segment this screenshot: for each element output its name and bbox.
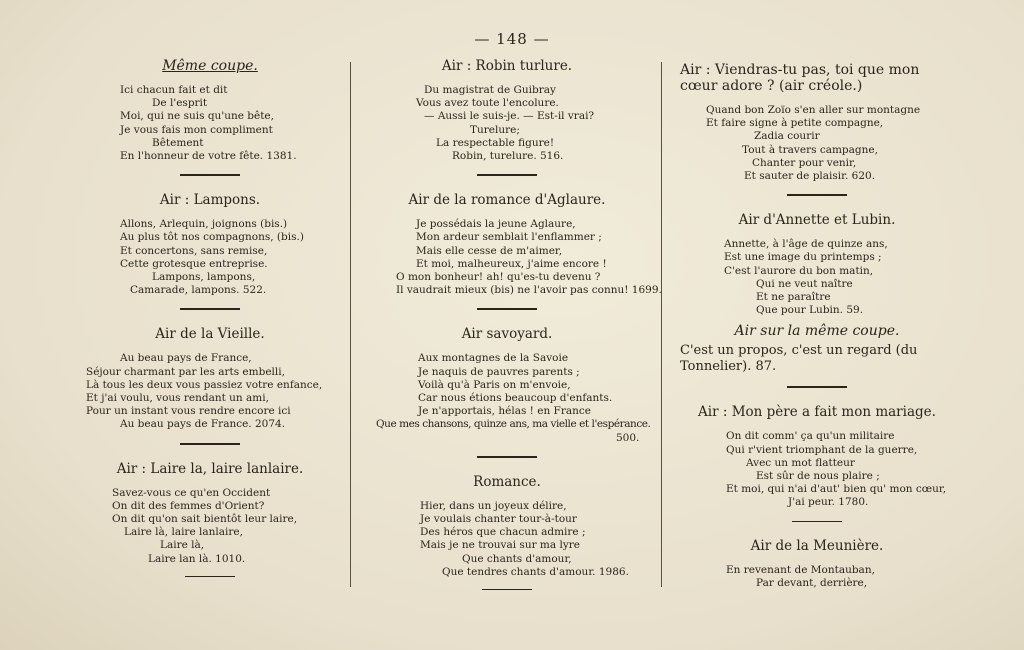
song-title: Air d'Annette et Lubin.: [738, 212, 896, 229]
verse-line: C'est l'aurore du bon matin,: [724, 264, 874, 277]
verse-line: Robin, turelure. 516.: [452, 150, 564, 163]
verse-line: Du magistrat de Guibray: [424, 84, 556, 96]
song-verse: [80, 352, 340, 431]
song-savoyard: [362, 326, 652, 457]
song-vieille: [80, 326, 340, 444]
verse-line: Je voulais chanter tour-à-tour: [420, 513, 577, 526]
separator: [787, 386, 847, 388]
song-verse: [362, 500, 652, 579]
verse-line: Mais je ne trouvai sur ma lyre: [420, 539, 581, 552]
song-title: Air sur la même coupe.: [734, 323, 900, 340]
verse-line: Vous avez toute l'encolure.: [416, 97, 559, 110]
verse-line: Camarade, lampons. 522.: [130, 284, 267, 297]
separator: [787, 194, 847, 196]
verse-line: — Aussi le suis-je. — Est-il vrai?: [424, 110, 595, 123]
verse-line: Zadia courir: [754, 130, 820, 143]
verse-line: J'ai peur. 1780.: [788, 496, 869, 509]
verse-line: Mon ardeur semblait l'enflammer ;: [416, 231, 602, 244]
verse-line: Et concertons, sans remise,: [120, 244, 268, 257]
verse-line: Et moi, malheureux, j'aime encore !: [416, 257, 607, 270]
verse-line: Avec un mot flatteur: [746, 456, 855, 469]
verse-line: Qui ne veut naître: [756, 277, 853, 290]
verse-line: La respectable figure!: [436, 136, 555, 149]
verse-line: Cette grotesque entreprise.: [120, 257, 268, 270]
separator: [180, 308, 240, 310]
verse-line: Moi, qui ne suis qu'une bête,: [120, 110, 274, 123]
song-meuniere: [672, 538, 962, 590]
verse-line: Séjour charmant par les arts embelli,: [86, 365, 285, 378]
verse-line: On dit qu'on sait bientôt leur laire,: [112, 513, 298, 526]
verse-line: Et moi, qui n'ai d'aut' bien qu' mon cœur,: [726, 483, 947, 496]
verse-line: Voilà qu'à Paris on m'envoie,: [418, 378, 571, 391]
song-verse: [80, 84, 340, 163]
verse-line: Et j'ai voulu, vous rendant un ami,: [86, 392, 269, 405]
verse-line: Turelure;: [470, 123, 520, 136]
verse-line: Lampons, lampons,: [152, 271, 256, 284]
verse-line: Que mes chansons, quinze ans, ma vielle et l'espérance.: [376, 418, 651, 431]
separator: [482, 589, 532, 590]
verse-line: Tout à travers campagne,: [742, 143, 878, 156]
verse-line: Au plus tôt nos compagnons, (bis.): [120, 231, 304, 244]
verse-line: Que pour Lubin. 59.: [756, 304, 864, 317]
verse-line: Laire lan là. 1010.: [148, 552, 246, 565]
song-title: Air : Viendras-tu pas, toi que mon cœur adore ? (air créole.): [680, 62, 920, 94]
verse-line: Au beau pays de France,: [120, 352, 252, 365]
verse-line: Qui r'vient triomphant de la guerre,: [726, 443, 918, 456]
song-meme-coupe-2: [672, 323, 962, 388]
verse-line: En l'honneur de votre fête. 1381.: [120, 150, 297, 163]
page-number: — 148 —: [474, 30, 550, 48]
verse-line: O mon bonheur! ah! qu'es-tu devenu ?: [396, 271, 601, 284]
verse-line: Je naquis de pauvres parents ;: [418, 365, 580, 378]
column-divider-right: [661, 62, 662, 587]
verse-line: Aux montagnes de la Savoie: [418, 352, 569, 365]
verse-line: Quand bon Zoïo s'en aller sur montagne: [706, 104, 921, 116]
song-aglaure: [362, 192, 662, 310]
verse-line: Là tous les deux vous passiez votre enfance,: [86, 378, 323, 391]
column-2: [362, 58, 662, 606]
verse-line: Bêtement: [152, 136, 204, 149]
separator: [477, 456, 537, 458]
verse-line: Est sûr de nous plaire ;: [756, 470, 880, 483]
verse-line: Et ne paraître: [756, 291, 831, 304]
song-mon-pere: [672, 404, 962, 521]
verse-line: Chanter pour venir,: [752, 156, 857, 169]
verse-line: Je possédais la jeune Aglaure,: [416, 218, 576, 231]
verse-line: Que tendres chants d'amour. 1986.: [442, 565, 629, 578]
verse-line: Par devant, derrière,: [756, 576, 868, 589]
separator: [477, 174, 537, 176]
verse-line: Au beau pays de France. 2074.: [120, 418, 286, 431]
column-divider-left: [350, 62, 351, 587]
song-verse: [672, 238, 962, 317]
song-verse: [362, 218, 662, 297]
verse-line: Je n'apportais, hélas ! en France: [418, 405, 591, 418]
song-verse: [362, 352, 652, 444]
song-romance: [362, 474, 652, 590]
verse-line: Mais elle cesse de m'aimer,: [416, 244, 563, 257]
song-title: Même coupe.: [162, 58, 258, 74]
song-laire-la: [80, 461, 340, 577]
song-lampons: [80, 192, 340, 310]
verse-line: Des héros que chacun admire ;: [420, 526, 586, 539]
song-verse: [672, 430, 962, 509]
verse-line: De l'esprit: [152, 97, 208, 110]
song-title: Romance.: [473, 473, 541, 490]
column-3: [672, 58, 962, 590]
verse-line: Car nous étions beaucoup d'enfants.: [418, 392, 613, 405]
verse-line: Pour un instant vous rendre encore ici: [86, 405, 291, 418]
song-verse: [362, 84, 652, 163]
verse-line: Ici chacun fait et dit: [120, 84, 228, 96]
verse-line: 500.: [616, 431, 640, 444]
verse-line: Et sauter de plaisir. 620.: [744, 170, 876, 183]
verse-line: Il vaudrait mieux (bis) ne l'avoir pas connu! 1699.: [396, 284, 662, 297]
song-title: Air de la Vieille.: [155, 326, 265, 343]
song-title: Air de la romance d'Aglaure.: [408, 192, 606, 209]
verse-line: Savez-vous ce qu'en Occident: [112, 486, 271, 499]
song-title: Air savoyard.: [461, 326, 553, 343]
song-robin-turlure: [362, 58, 652, 176]
separator: [792, 521, 842, 522]
verse-line: Allons, Arlequin, joignons (bis.): [120, 218, 288, 231]
song-title: Air : Laire la, laire lanlaire.: [116, 460, 304, 477]
song-reference: C'est un propos, c'est un regard (du Tonnelier). 87.: [680, 343, 918, 375]
verse-line: On dit des femmes d'Orient?: [112, 499, 265, 512]
song-title: Air : Robin turlure.: [441, 58, 573, 74]
verse-line: Je vous fais mon compliment: [120, 123, 273, 136]
verse-line: Laire là, laire lanlaire,: [124, 526, 243, 539]
verse-line: Annette, à l'âge de quinze ans,: [724, 238, 888, 251]
verse-line: Laire là,: [160, 539, 205, 552]
song-verse: [672, 104, 962, 183]
song-annette-lubin: [672, 212, 962, 317]
separator: [477, 308, 537, 310]
song-title: Air : Mon père a fait mon mariage.: [698, 404, 936, 421]
separator: [185, 576, 235, 577]
song-verse: [80, 218, 340, 297]
verse-line: Que chants d'amour,: [462, 552, 572, 565]
song-verse: [80, 487, 340, 566]
song-meme-coupe: [80, 58, 340, 176]
column-1: [80, 58, 340, 593]
song-title: Air : Lampons.: [159, 192, 261, 209]
verse-line: Est une image du printemps ;: [724, 251, 882, 264]
song-viendras-tu: [672, 62, 962, 196]
verse-line: En revenant de Montauban,: [726, 563, 875, 576]
separator: [180, 174, 240, 176]
verse-line: Hier, dans un joyeux délire,: [420, 499, 567, 512]
song-title: Air de la Meunière.: [750, 537, 884, 554]
verse-line: On dit comm' ça qu'un militaire: [726, 430, 895, 443]
separator: [180, 443, 240, 445]
song-verse: [672, 564, 962, 590]
verse-line: Et faire signe à petite compagne,: [706, 117, 884, 130]
